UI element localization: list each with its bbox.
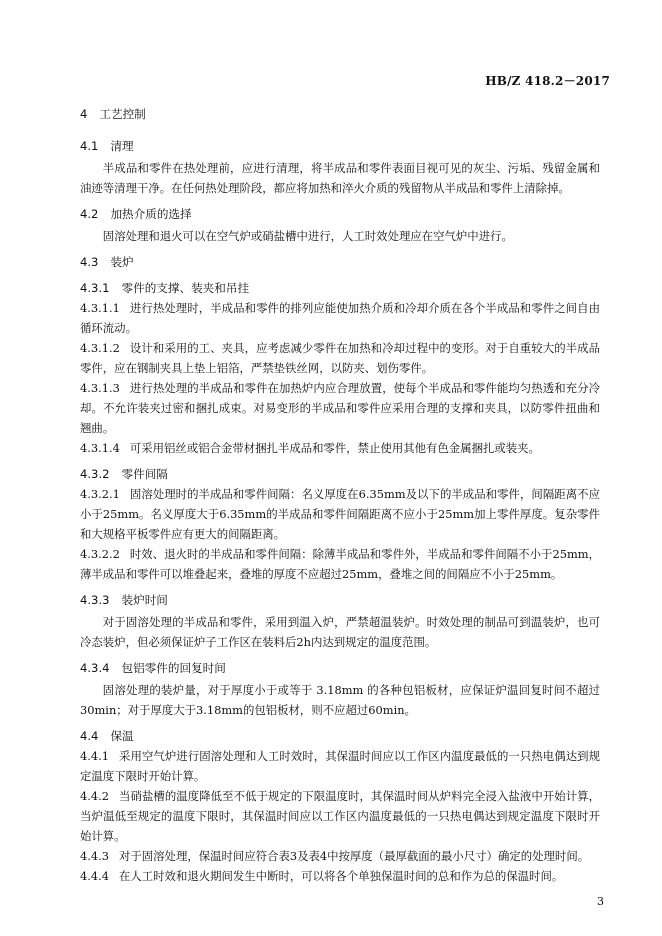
section-title: 加热介质的选择 <box>110 207 192 221</box>
section-4-4-heading <box>80 726 600 746</box>
clause-number: 4.4.4 <box>80 869 109 883</box>
standard-code: HB/Z 418.2－2017 <box>485 74 610 88</box>
section-number: 4.3.3 <box>80 593 110 607</box>
clause-number: 4.4.1 <box>80 749 109 763</box>
clause <box>80 378 600 438</box>
section-number: 4.4 <box>80 729 99 743</box>
clause <box>80 846 600 866</box>
clause-number: 4.3.1.4 <box>80 441 120 455</box>
section-title: 工艺控制 <box>99 107 146 121</box>
section-title: 装炉时间 <box>121 593 168 607</box>
clause <box>80 746 600 786</box>
section-title: 装炉 <box>110 255 134 269</box>
section-number: 4.3.2 <box>80 467 110 481</box>
clause-text: 在人工时效和退火期间发生中断时，可以将各个单独保温时间的总和作为总的保温时间。 <box>118 869 564 883</box>
clause-text: 固溶处理时的半成品和零件间隔：名义厚度在6.35mm及以下的半成品和零件，间隔距离不应小于25mm。名义厚度大于6.35mm的半成品和零件间隔距离不应小于25mm加上零件厚度。复杂零件和大规格平板零件应有更大的间隔距离。 <box>80 487 600 541</box>
paragraph: 对于固溶处理的半成品和零件，采用到温入炉，严禁超温装炉。时效处理的制品可到温装炉，也可冷态装炉，但必须保证炉子工作区在装料后2h内达到规定的温度范围。 <box>80 615 600 649</box>
clause <box>80 866 600 886</box>
clause-text: 进行热处理的半成品和零件在加热炉内应合理放置，使每个半成品和零件能均匀热透和充分冷却。不允许装夹过密和捆扎成束。对易变形的半成品和零件应采用合理的支撑和夹具，以防零件扭曲和翘曲。 <box>80 381 600 435</box>
section-number: 4.1 <box>80 139 99 153</box>
section-number: 4.3 <box>80 255 99 269</box>
section-number: 4.3.4 <box>80 661 110 675</box>
section-title: 保温 <box>110 729 134 743</box>
clause <box>80 484 600 544</box>
section-4-3-3-heading <box>80 590 600 610</box>
paragraph: 固溶处理的装炉量，对于厚度小于或等于 3.18mm 的各种包铝板材，应保证炉温回复时间不超过30min；对于厚度大于3.18mm的包铝板材，则不应超过60min。 <box>80 683 600 717</box>
clause <box>80 338 600 378</box>
section-number: 4 <box>80 107 88 121</box>
clause-text: 对于固溶处理，保温时间应符合表3及表4中按厚度（最厚截面的最小尺寸）确定的处理时间。 <box>118 849 590 863</box>
clause-number: 4.3.1.3 <box>80 381 120 395</box>
section-number: 4.3.1 <box>80 281 110 295</box>
clause-number: 4.3.2.1 <box>80 487 120 501</box>
paragraph: 固溶处理和退火可以在空气炉或硝盐槽中进行，人工时效处理应在空气炉中进行。 <box>102 229 513 243</box>
page-number: 3 <box>597 895 604 908</box>
section-4-3-4-heading <box>80 658 600 678</box>
clause-text: 当硝盐槽的温度降低至不低于规定的下限温度时，其保温时间从炉料完全浸入盐液中开始计算，当炉温低至规定的温度下限时，其保温时间应以工作区内温度最低的一只热电偶达到规定温度下限时开始计算。 <box>80 789 600 843</box>
clause-text: 时效、退火时的半成品和零件间隔：除薄半成品和零件外，半成品和零件间隔不小于25mm，薄半成品和零件可以堆叠起来，叠堆的厚度不应超过25mm，叠堆之间的间隔应不小于25mm。 <box>80 547 600 581</box>
document-body <box>80 104 600 886</box>
clause <box>80 544 600 584</box>
clause-text: 设计和采用的工、夹具，应考虑减少零件在加热和冷却过程中的变形。对于自重较大的半成品零件，应在钢制夹具上垫上铝箔，严禁垫铁丝网，以防夹、划伤零件。 <box>80 341 600 375</box>
clause-number: 4.3.1.1 <box>80 301 120 315</box>
section-4-3-heading <box>80 252 600 272</box>
clause-number: 4.3.1.2 <box>80 341 120 355</box>
clause-number: 4.3.2.2 <box>80 547 120 561</box>
section-title: 零件间隔 <box>121 467 168 481</box>
clause <box>80 438 600 458</box>
section-4-3-2-heading <box>80 464 600 484</box>
clause-number: 4.4.3 <box>80 849 109 863</box>
section-title: 清理 <box>110 139 134 153</box>
section-title: 零件的支撑、装夹和吊挂 <box>121 281 250 295</box>
clause <box>80 298 600 338</box>
section-4-2-heading <box>80 204 600 224</box>
section-number: 4.2 <box>80 207 99 221</box>
section-4-heading <box>80 104 600 124</box>
clause-text: 采用空气炉进行固溶处理和人工时效时，其保温时间应以工作区内温度最低的一只热电偶达到规定温度下限时开始计算。 <box>80 749 600 783</box>
clause <box>80 786 600 846</box>
clause-text: 可采用铝丝或铝合金带材捆扎半成品和零件，禁止使用其他有色金属捆扎或装夹。 <box>129 441 540 455</box>
section-title: 包铝零件的回复时间 <box>121 661 226 675</box>
clause-number: 4.4.2 <box>80 789 109 803</box>
section-4-3-1-heading <box>80 278 600 298</box>
section-4-1-heading <box>80 136 600 156</box>
clause-text: 进行热处理时，半成品和零件的排列应能使加热介质和冷却介质在各个半成品和零件之间自由循环流动。 <box>80 301 600 335</box>
paragraph: 半成品和零件在热处理前，应进行清理，将半成品和零件表面目视可见的灰尘、污垢、残留金属和油迹等清理干净。在任何热处理阶段，都应将加热和淬火介质的残留物从半成品和零件上清除掉。 <box>80 161 600 195</box>
